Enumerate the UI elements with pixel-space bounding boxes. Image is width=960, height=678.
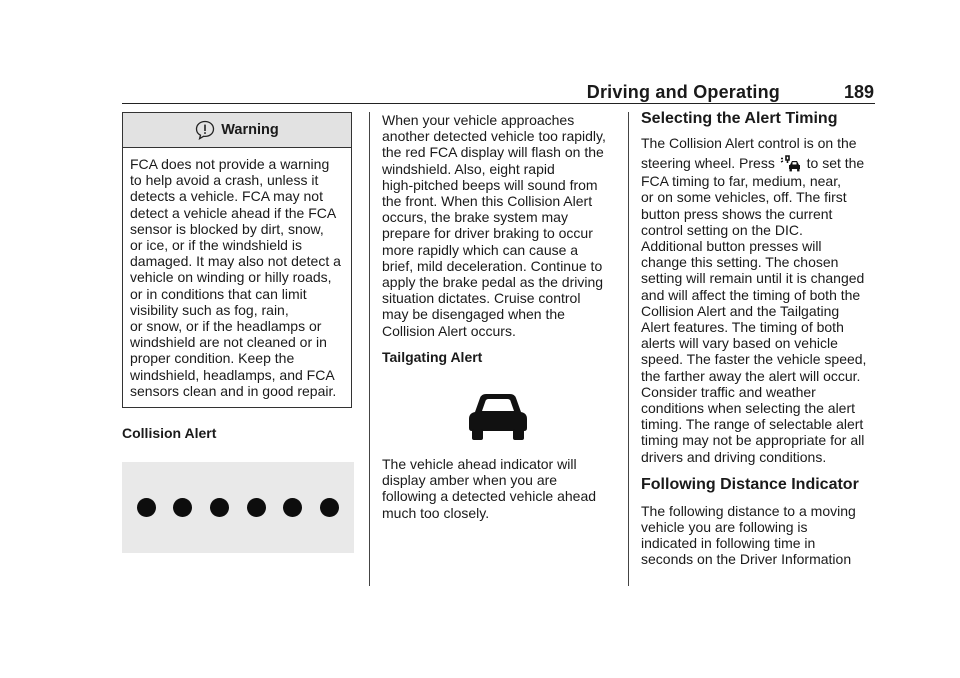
text-line: Consider traffic and weather: [641, 383, 816, 400]
text-line: visibility such as fog, rain,: [130, 301, 289, 318]
text-fragment: steering wheel. Press: [641, 155, 775, 172]
page-number: 189: [843, 82, 874, 102]
alert-timing-description: [641, 135, 877, 465]
text-line: speed. The faster the vehicle speed,: [641, 351, 867, 368]
text-line: seconds on the Driver Information: [641, 551, 852, 568]
text-line: timing may not be appropriate for all: [641, 432, 865, 449]
text-line: or on some vehicles, off. The first: [641, 189, 847, 206]
alert-timing-heading: Selecting the Alert Timing: [641, 110, 838, 127]
text-line: The following distance to a moving: [641, 502, 856, 519]
collision-alert-timing-icon: [780, 154, 802, 172]
text-line-with-icon: [641, 154, 877, 172]
tailgating-alert-heading: Tailgating Alert: [382, 348, 483, 365]
text-line: to help avoid a crash, unless it: [130, 172, 319, 189]
text-line: following a detected vehicle ahead: [382, 488, 597, 505]
text-line: vehicle you are following is: [641, 519, 808, 536]
text-line: The vehicle ahead indicator will: [382, 456, 577, 473]
text-line: setting will remain until it is changed: [641, 270, 865, 287]
warning-header: [123, 113, 351, 148]
text-line: high-pitched beeps will sound from: [382, 176, 598, 193]
collision-alert-lamp-panel: [122, 462, 354, 553]
alert-timing-description-rest: [641, 173, 877, 465]
text-fragment: to set the: [806, 155, 865, 172]
text-line: Alert features. The timing of both: [641, 319, 844, 336]
text-line: brief, mild deceleration. Continue to: [382, 257, 603, 274]
text-line: windshield. Also, eight rapid: [382, 160, 555, 177]
text-line: detect a vehicle ahead if the FCA: [130, 204, 337, 221]
collision-alert-lamp: [210, 498, 229, 517]
text-line: When your vehicle approaches: [382, 112, 575, 128]
text-line: vehicle on winding or hilly roads,: [130, 269, 332, 286]
vehicle-ahead-icon-wrap: [382, 390, 614, 442]
text-line: display amber when you are: [382, 472, 558, 489]
text-line: occurs, the brake system may: [382, 209, 568, 226]
text-line: Collision Alert occurs.: [382, 322, 516, 339]
text-line: button press shows the current: [641, 205, 833, 222]
text-line: Additional button presses will: [641, 238, 822, 255]
text-line: situation dictates. Cruise control: [382, 290, 581, 307]
text-line: or ice, or if the windshield is: [130, 237, 302, 254]
text-line: FCA does not provide a warning: [130, 156, 330, 172]
text-line: sensor is blocked by dirt, snow,: [130, 220, 324, 237]
text-line: the front. When this Collision Alert: [382, 193, 593, 210]
column-divider-1: [369, 112, 370, 586]
text-line: alerts will vary based on vehicle: [641, 335, 838, 352]
warning-title: Warning: [221, 121, 279, 138]
text-line: indicated in following time in: [641, 535, 816, 552]
section-title: Driving and Operating: [586, 82, 780, 102]
column-divider-2: [628, 112, 629, 586]
text-line: The Collision Alert control is on the: [641, 135, 857, 151]
collision-alert-lamp: [173, 498, 192, 517]
text-line: more rapidly which can cause a: [382, 241, 579, 258]
vehicle-ahead-indicator-description: [382, 456, 614, 521]
collision-alert-lamp: [320, 498, 339, 517]
text-line: or in conditions that can limit: [130, 285, 307, 302]
text-line: proper condition. Keep the: [130, 350, 295, 367]
collision-alert-lamp: [247, 498, 266, 517]
collision-alert-description: [382, 112, 614, 339]
text-line: another detected vehicle too rapidly,: [382, 128, 606, 145]
text-line: or snow, or if the headlamps or: [130, 318, 322, 335]
text-line: the red FCA display will flash on the: [382, 144, 604, 161]
text-line: FCA timing to far, medium, near,: [641, 173, 841, 190]
text-line: prepare for driver braking to occur: [382, 225, 593, 242]
column-3: [641, 112, 877, 568]
text-line: may be disengaged when the: [382, 306, 565, 323]
text-line: much too closely.: [382, 504, 490, 521]
warning-body: [123, 148, 351, 407]
text-line: sensors clean and in good repair.: [130, 382, 337, 399]
warning-box: [122, 112, 352, 408]
collision-alert-heading: Collision Alert: [122, 425, 217, 442]
text-line: windshield, headlamps, and FCA: [130, 366, 335, 383]
text-line: detects a vehicle. FCA may not: [130, 188, 323, 205]
column-2: [382, 112, 614, 521]
text-line: control setting on the DIC.: [641, 221, 803, 238]
text-line: the farther away the alert will occur.: [641, 367, 861, 384]
column-1: [122, 112, 354, 553]
collision-alert-lamp: [283, 498, 302, 517]
collision-alert-lamp: [137, 498, 156, 517]
text-line: damaged. It may also not detect a: [130, 253, 341, 270]
header-rule: [122, 103, 875, 104]
text-line: Collision Alert and the Tailgating: [641, 302, 840, 319]
text-line: change this setting. The chosen: [641, 254, 839, 271]
text-line: drivers and driving conditions.: [641, 448, 827, 465]
text-line: windshield are not cleaned or in: [130, 334, 327, 351]
following-distance-description: [641, 503, 877, 568]
following-distance-heading: Following Distance Indicator: [641, 475, 859, 493]
text-line: conditions when selecting the alert: [641, 400, 856, 417]
exclamation-bubble-icon: [195, 120, 215, 140]
vehicle-ahead-icon: [463, 390, 533, 442]
text-line: and will affect the timing of both the: [641, 286, 861, 303]
text-line: timing. The range of selectable alert: [641, 416, 864, 433]
text-line: apply the brake pedal as the driving: [382, 274, 604, 291]
